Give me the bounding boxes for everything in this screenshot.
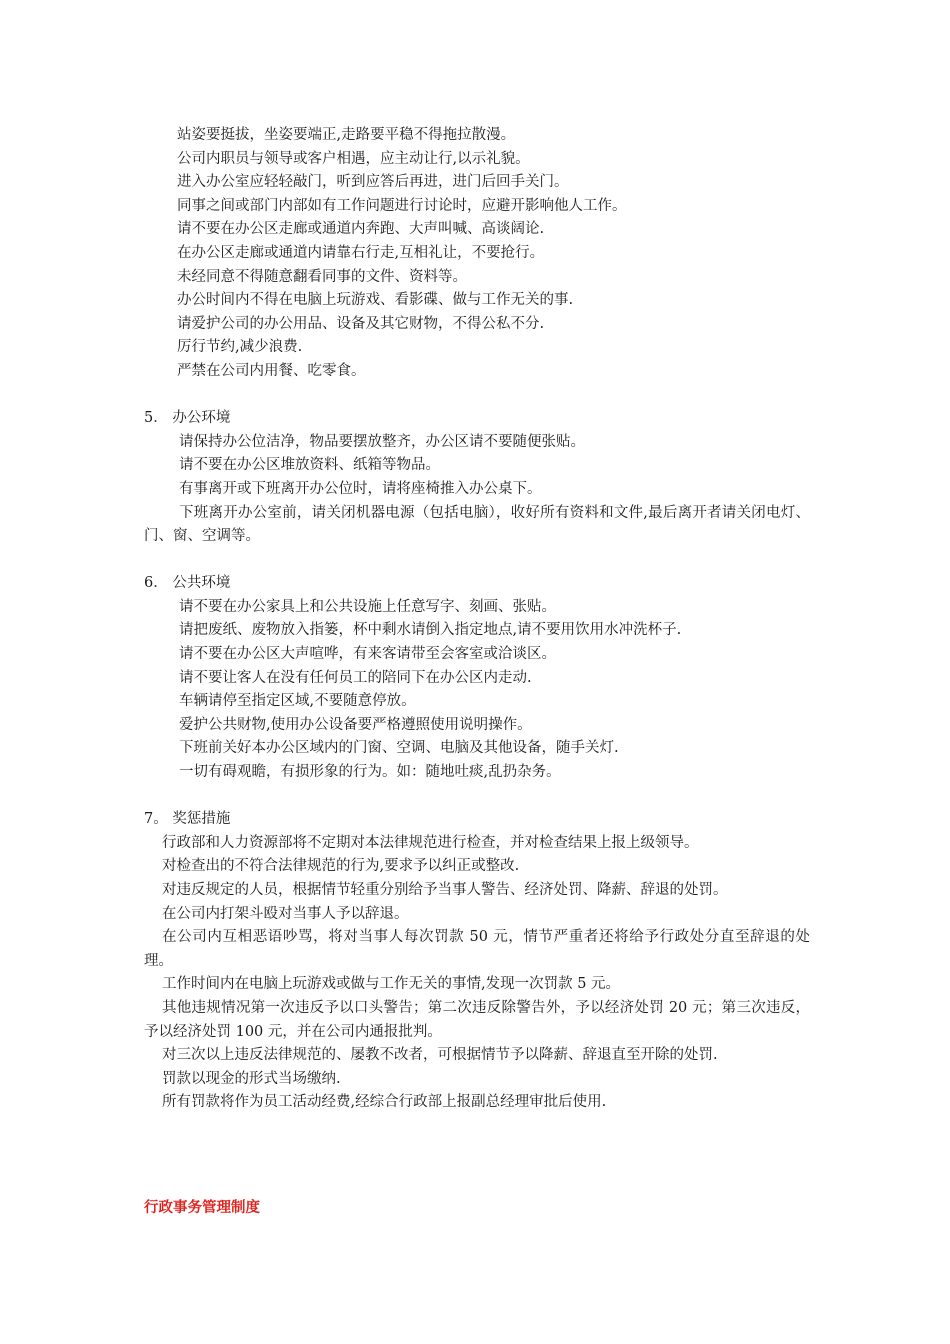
rule-line: 同事之间或部门内部如有工作问题进行讨论时，应避开影响他人工作。 <box>177 197 627 214</box>
rule-line: 厉行节约,减少浪费. <box>177 339 303 356</box>
rule-paragraph: 在公司内互相恶语吵骂，将对当事人每次罚款 50 元，情节严重者还将给予行政处分直至辞退的处理。 <box>144 929 810 969</box>
section-office-environment <box>144 407 810 549</box>
rule-paragraph: 在公司内打架斗殴对当事人予以辞退。 <box>162 905 409 922</box>
rule-line: 公司内职员与领导或客户相遇，应主动让行,以示礼貌。 <box>177 150 530 167</box>
rule-line: 请不要在办公区大声喧哗，有来客请带至会客室或洽谈区。 <box>179 646 556 663</box>
rule-line: 请保持办公位洁净，物品要摆放整齐，办公区请不要随便张贴。 <box>179 433 585 450</box>
rule-paragraph: 罚款以现金的形式当场缴纳. <box>162 1070 341 1087</box>
rule-line: 请不要在办公家具上和公共设施上任意写字、刻画、张贴。 <box>179 598 556 615</box>
rule-line: 请不要在办公区堆放资料、纸箱等物品。 <box>179 457 440 474</box>
rule-line: 站姿要挺拔，坐姿要端正,走路要平稳不得拖拉散漫。 <box>177 127 516 143</box>
rule-line: 未经同意不得随意翻看同事的文件、资料等。 <box>177 268 467 285</box>
rule-line: 爱护公共财物,使用办公设备要严格遵照使用说明操作。 <box>179 716 532 733</box>
rule-line: 请把废纸、废物放入指篓，杯中剩水请倒入指定地点,请不要用饮用水冲洗杯子. <box>179 622 682 639</box>
intro-rules <box>144 124 810 384</box>
rule-line: 请不要让客人在没有任何员工的陪同下在办公区内走动. <box>179 669 532 686</box>
rule-line: 一切有碍观瞻，有损形象的行为。如：随地吐痰,乱扔杂务。 <box>179 764 561 781</box>
rule-paragraph: 工作时间内在电脑上玩游戏或做与工作无关的事情,发现一次罚款 5 元。 <box>162 976 621 993</box>
rule-line: 请爱护公司的办公用品、设备及其它财物，不得公私不分. <box>177 315 545 332</box>
rule-line: 下班前关好本办公区域内的门窗、空调、电脑及其他设备，随手关灯. <box>179 740 619 757</box>
rule-paragraph: 对违反规定的人员，根据情节轻重分别给予当事人警告、经济处罚、降薪、辞退的处罚。 <box>162 882 728 898</box>
rule-paragraph: 对检查出的不符合法律规范的行为,要求予以纠正或整改. <box>162 858 520 875</box>
document-body <box>144 124 810 1115</box>
spacer <box>144 785 810 809</box>
rule-paragraph: 下班离开办公室前，请关闭机器电源（包括电脑），收好所有资料和文件,最后离开者请关闭电灯、门、窗、空调等。 <box>144 504 810 545</box>
rule-line: 严禁在公司内用餐、吃零食。 <box>177 362 366 379</box>
rule-paragraph: 所有罚款将作为员工活动经费,经综合行政部上报副总经理审批后使用. <box>162 1094 607 1111</box>
rule-paragraph: 行政部和人力资源部将不定期对本法律规范进行检查，并对检查结果上报上级领导。 <box>162 834 699 851</box>
spacer <box>144 549 810 573</box>
rule-paragraph: 其他违规情况第一次违反予以口头警告；第二次违反除警告外，予以经济处罚 20 元；第三次违反，予以经济处罚 100 元，并在公司内通报批判。 <box>144 999 810 1040</box>
rule-line: 车辆请停至指定区域,不要随意停放。 <box>179 693 416 710</box>
rule-line: 请不要在办公区走廊或通道内奔跑、大声叫喊、高谈阔论. <box>177 221 545 238</box>
section-rewards-penalties <box>144 808 810 1115</box>
rule-line: 办公时间内不得在电脑上玩游戏、看影碟、做与工作无关的事. <box>177 292 574 309</box>
section-heading: 7。 奖惩措施 <box>144 811 231 828</box>
section-public-environment <box>144 572 810 784</box>
rule-line: 在办公区走廊或通道内请靠右行走,互相礼让，不要抢行。 <box>177 244 545 261</box>
rule-line: 有事离开或下班离开办公位时，请将座椅推入办公桌下。 <box>179 480 542 497</box>
rule-paragraph: 对三次以上违反法律规范的、屡教不改者，可根据情节予以降薪、辞退直至开除的处罚. <box>162 1047 718 1064</box>
rule-line: 进入办公室应轻轻敲门，听到应答后再进，进门后回手关门。 <box>177 174 569 191</box>
next-section-title: 行政事务管理制度 <box>144 1200 260 1216</box>
section-heading: 5． 办公环境 <box>144 410 231 427</box>
section-heading: 6． 公共环境 <box>144 575 231 592</box>
spacer <box>144 384 810 408</box>
